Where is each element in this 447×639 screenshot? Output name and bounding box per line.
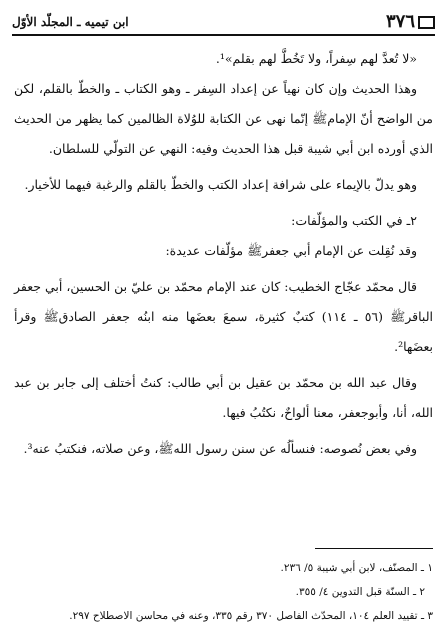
footnotes (14, 556, 433, 628)
paragraph: وهذا الحديث وإن كان نهياً عن إعداد السِفر ـ وهو الكتاب ـ والخطّ بالقلم، لكن من الواضح أنّ الإمامﷺ إنّما نهى عن الكتابة للوُلاة الظالمين كما يظهر من الحديث الذي أورده ابن أبي شيبة قبل هذا الحديث وفيه: النهي عن التولّي للسلطان. (14, 81, 433, 156)
footnote: ٢ ـ السنّة قبل التدوين ٤/ ٣٥٥. (295, 586, 425, 598)
paragraph: وفي بعض نُصوصه: فنسألُه عن سنن رسول اللهﷺ، وعن صلاته، فنكتبُ عنه³. (23, 441, 417, 456)
running-head: ابن تيميه ـ المجلّد الأوّل (12, 15, 129, 29)
footnote-divider (315, 548, 433, 549)
header-divider (12, 34, 435, 36)
page-number-text: ٣٧٦ (385, 11, 415, 32)
page-header (12, 8, 435, 36)
page-number (386, 13, 435, 31)
paragraph: وهو يدلّ بالإيماء على شرافة إعداد الكتب والخطّ بالقلم والرغبة فيهما للأخيار. (24, 177, 417, 192)
page-number-box-icon (418, 16, 435, 29)
main-text (14, 44, 433, 464)
footnote: ٣ ـ تقييد العلم ١٠٤، المحدّث الفاصل ٣٧٠ رقم ٣٣٥، وعنه في محاسن الاصطلاح ٢٩٧. (69, 610, 433, 622)
paragraph: وقد نُقِلت عن الإمام أبي جعفرﷺ مؤلّفات عديدة: (165, 243, 417, 258)
footnote: ١ ـ المصنّف، لابن أبي شيبة ٥/ ٢٣٦. (280, 562, 433, 574)
section-heading: ٢ـ في الكتب والمؤلّفات: (291, 213, 417, 228)
paragraph: قال محمّد عجّاج الخطيب: كان عند الإمام محمّد بن عليّ بن الحسين، أبي جعفر الباقرﷺ (٥٦ ـ ١١٤) كتبٌ كثيرة، سمعَ بعضَها منه ابنُه جعفر الصادقﷺ وقرأ بعضَها². (14, 279, 433, 354)
paragraph: وقال عبد الله بن محمّد بن عقيل بن أبي طالب: كنتُ أختلف إلى جابر بن عبد الله، أنا، وأبوجعفر، معنا ألواحٌ، نكتُبُ فيها. (14, 375, 433, 420)
paragraph-quote: «لا تُعدَّ لهم سِفراً، ولا تَخُطَّ لهم بقلم»¹. (215, 51, 417, 66)
